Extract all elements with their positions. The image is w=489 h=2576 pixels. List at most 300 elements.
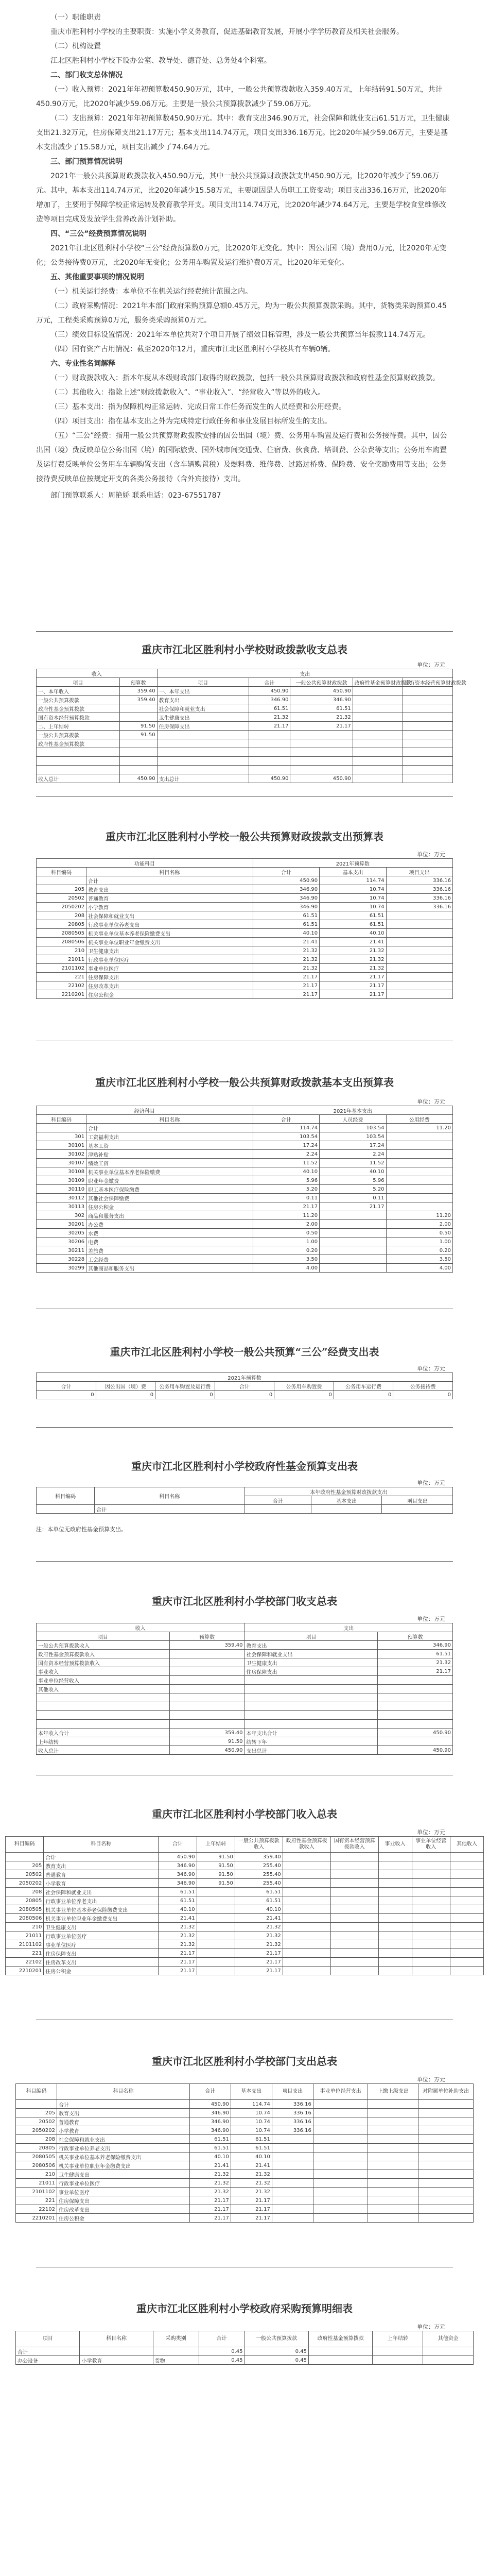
table-cell — [450, 1905, 483, 1914]
table-cell — [412, 1958, 450, 1967]
table-cell: 61.51 — [235, 1896, 283, 1905]
header-cell: 一般公共预算财政拨款 — [290, 678, 353, 687]
table-cell — [244, 1693, 378, 1702]
table-cell: 10.74 — [320, 885, 386, 894]
table-cell: 208 — [16, 2135, 57, 2144]
table-row — [37, 1124, 453, 1132]
table-cell: 4.00 — [386, 1264, 452, 1273]
table-cell — [353, 766, 403, 774]
table-cell: 津贴补贴 — [86, 1150, 253, 1159]
table-row — [16, 2179, 474, 2188]
table2-title: 重庆市江北区胜利村小学校一般公共预算财政拨款支出预算表 — [106, 831, 383, 843]
table-cell: 22102 — [37, 981, 86, 990]
table-row — [16, 2188, 474, 2196]
header-cell: 因公出国（境）费 — [96, 1382, 155, 1391]
table-cell: 336.16 — [386, 876, 452, 885]
table-cell: 336.16 — [386, 903, 452, 911]
table-cell: 2080506 — [37, 938, 86, 946]
table-cell: 21.32 — [253, 946, 319, 955]
table-row — [16, 2356, 474, 2365]
header-cell: 合计 — [199, 2331, 244, 2347]
table-cell — [378, 1896, 412, 1905]
table-cell: 合计 — [44, 1853, 159, 1861]
table-cell — [313, 2109, 368, 2117]
table-cell: 商品和服务支出 — [86, 1211, 253, 1220]
table-cell: 职业年金缴费 — [86, 1176, 253, 1185]
table4 — [36, 1372, 453, 1399]
table-cell: 基本工资 — [86, 1141, 253, 1150]
table-cell: 30110 — [37, 1185, 86, 1194]
table-cell — [418, 2117, 474, 2126]
table-cell — [330, 1940, 378, 1949]
table-cell: 61.51 — [189, 2135, 231, 2144]
table-cell — [386, 973, 452, 981]
table-cell: 61.51 — [249, 704, 290, 713]
table-cell: 61.51 — [159, 1896, 197, 1905]
paragraph: （二）支出预算：2021年年初预算数450.90万元。其中：教育支出346.90万元，社会保障和就业支出61.51万元，卫生健康支出21.32万元，住房保障支出21.17万元；基本支出114.74万元，项目支出336.16万元。比2020年减少59.06万元，主要是基本支出减少了15.58万元，项目支出减少了74.64万元。 — [36, 114, 450, 151]
table-cell: 40.10 — [320, 1167, 386, 1176]
header-cell: 合计 — [253, 1115, 319, 1124]
table-cell — [386, 964, 452, 973]
table-cell — [153, 2347, 199, 2356]
table-cell — [119, 704, 157, 713]
table-cell — [368, 2126, 418, 2135]
table-cell — [418, 2109, 474, 2117]
table-cell: 21.41 — [253, 938, 319, 946]
table-cell — [283, 1958, 330, 1967]
paragraph: 重庆市胜利村小学校的主要职责：实施小学义务教育，促进基础教育发展，开展小学学历教育及相关社会服务。 — [50, 28, 404, 36]
table-row — [6, 1967, 484, 1975]
table-cell: 10.74 — [231, 2109, 272, 2117]
table-cell: 336.16 — [386, 894, 452, 903]
table-cell: 事业收入 — [37, 1667, 170, 1676]
table-cell: 行政事业单位医疗 — [57, 2179, 190, 2188]
header-cell: 政府性基金预算拨款 — [308, 2331, 372, 2347]
table-cell: 2080505 — [16, 2153, 57, 2161]
header-cell: 事业单位经营收入 — [412, 1837, 450, 1853]
table-cell — [450, 1967, 483, 1975]
table-row — [37, 748, 453, 757]
table-cell — [412, 1949, 450, 1958]
table-row — [37, 704, 453, 713]
header-cell: 科目编码 — [6, 1837, 44, 1853]
section-heading: 六、专业性名词解释 — [50, 360, 115, 368]
table-cell — [368, 2179, 418, 2188]
table-cell: 社会保障和就业支出 — [44, 1888, 159, 1896]
table-row — [16, 2153, 474, 2161]
header-cell: 上年结转 — [197, 1837, 235, 1853]
table-cell: 91.50 — [197, 1861, 235, 1870]
table-row — [37, 1737, 453, 1746]
table-row — [37, 687, 453, 696]
table-cell — [320, 1220, 386, 1229]
table-cell: 2210201 — [37, 990, 86, 999]
table-row — [37, 929, 453, 938]
table-cell — [412, 1888, 450, 1896]
table-cell — [320, 1229, 386, 1238]
table-cell — [272, 2170, 313, 2179]
table-cell — [423, 2356, 474, 2365]
table-cell: 346.90 — [249, 696, 290, 704]
table-cell — [386, 946, 452, 955]
table-cell — [412, 1853, 450, 1861]
table-cell: 一般公共预算拨款 — [37, 696, 120, 704]
table-cell: 346.90 — [189, 2109, 231, 2117]
table-cell: 40.10 — [231, 2153, 272, 2161]
table-row — [37, 903, 453, 911]
table-cell — [244, 1711, 378, 1720]
table-cell: 2.24 — [320, 1150, 386, 1159]
table-cell: 2101102 — [6, 1940, 44, 1949]
table-cell: 21.32 — [159, 1931, 197, 1940]
table-row — [6, 1861, 484, 1870]
table-cell: 住房保障支出 — [86, 973, 253, 981]
table-cell — [169, 1676, 244, 1685]
table-row — [37, 1650, 453, 1658]
table-cell — [313, 2196, 368, 2205]
header-cell: 本年政府性基金预算财政拨款支出 — [244, 1487, 453, 1496]
table-row — [16, 2126, 474, 2135]
table-cell: 一般公共预算拨款收入 — [37, 1641, 170, 1650]
header-cell: 科目名称 — [95, 1487, 244, 1505]
table-row — [37, 1211, 453, 1220]
table-cell: 行政事业单位医疗 — [86, 955, 253, 964]
table-cell — [378, 1949, 412, 1958]
table-cell — [450, 1861, 483, 1870]
table-cell — [330, 1949, 378, 1958]
table-row — [37, 1720, 453, 1728]
table-cell: 21.17 — [320, 990, 386, 999]
paragraph: （三）绩效目标设置情况：2021年本单位共对7个项目开展了绩效目标管理，涉及一般公共预算当年拨款114.74万元。 — [50, 331, 430, 339]
table-row — [37, 1693, 453, 1702]
table-cell — [119, 757, 157, 766]
header-cell: 项目 — [16, 2331, 80, 2347]
table-cell: 359.40 — [169, 1641, 244, 1650]
table-cell: 20805 — [37, 920, 86, 929]
table-cell — [386, 955, 452, 964]
subsection-heading: （一）职能职责 — [50, 13, 101, 22]
table-cell: 住房保障支出 — [244, 1667, 378, 1676]
header-cell: 项目 — [37, 1632, 170, 1641]
table-cell: 91.50 — [197, 1870, 235, 1879]
table-cell — [353, 757, 403, 766]
table-cell: 11.20 — [253, 1211, 319, 1220]
table-cell: 合计 — [95, 1505, 244, 1514]
table-cell — [386, 911, 452, 920]
table-cell — [403, 722, 452, 731]
table-row — [37, 1176, 453, 1185]
table-cell: 11.20 — [386, 1124, 452, 1132]
table-row — [37, 973, 453, 981]
table-cell — [378, 1676, 453, 1685]
paragraph: 江北区胜利村小学校下设办公室、教导处、德育处、总务处4个科室。 — [50, 57, 271, 65]
table-cell: 114.74 — [253, 1124, 319, 1132]
table-cell — [197, 1896, 235, 1905]
table-cell — [313, 2126, 368, 2135]
table-cell — [244, 1702, 378, 1711]
table5-note: 注：本单位无政府性基金预算支出。 — [36, 1526, 127, 1533]
table-cell: 政府性基金预算拨款收入 — [37, 1650, 170, 1658]
table-cell: 61.51 — [235, 1888, 283, 1896]
table-cell — [353, 704, 403, 713]
section-heading: 二、部门收支总体情况 — [50, 71, 123, 79]
table1 — [36, 669, 466, 783]
table-cell — [169, 1711, 244, 1720]
table-cell: 346.90 — [290, 696, 353, 704]
header-cell: 其他收入 — [450, 1837, 483, 1853]
table-cell: 359.40 — [119, 696, 157, 704]
table-cell — [418, 2135, 474, 2144]
table-cell: 21.32 — [320, 946, 386, 955]
table-cell — [403, 739, 452, 748]
header-cell: 公务用车运行费 — [334, 1382, 393, 1391]
table-cell — [403, 757, 452, 766]
table-cell: 346.90 — [189, 2117, 231, 2126]
table-cell — [353, 774, 403, 783]
header-cell: 收入 — [37, 669, 158, 678]
header-cell: 支出 — [244, 1623, 453, 1632]
table-cell — [283, 1940, 330, 1949]
table6-title: 重庆市江北区胜利村小学校部门收支总表 — [152, 1595, 337, 1607]
table-cell: 359.40 — [169, 1728, 244, 1737]
table-cell: 办公设备 — [16, 2356, 80, 2365]
table-cell — [6, 1853, 44, 1861]
table-cell: 30211 — [37, 1246, 86, 1255]
table-cell: 住房改革支出 — [86, 981, 253, 990]
table-cell: 0 — [393, 1391, 453, 1399]
header-cell: 对附属单位补助支出 — [418, 2084, 474, 2100]
table-cell: 21011 — [6, 1931, 44, 1940]
table-cell: 221 — [37, 973, 86, 981]
table-cell: 21.17 — [253, 1202, 319, 1211]
table-cell: 2050202 — [6, 1879, 44, 1888]
table-cell: 21.41 — [159, 1914, 197, 1923]
table-cell: 一、本年支出 — [157, 687, 249, 696]
table-cell: 住房保障支出 — [157, 722, 249, 731]
header-cell: 科目编码 — [37, 868, 86, 876]
table-cell — [386, 981, 452, 990]
table-cell — [272, 2153, 313, 2161]
table-cell — [386, 929, 452, 938]
table-cell: 21.32 — [290, 713, 353, 722]
table-row — [37, 1185, 453, 1194]
table-cell: 20805 — [16, 2144, 57, 2153]
table-cell — [378, 1720, 453, 1728]
table-cell — [313, 2153, 368, 2161]
table2 — [36, 858, 453, 999]
table-cell: 21.32 — [235, 1940, 283, 1949]
table-cell: 30299 — [37, 1264, 86, 1273]
table-cell — [450, 1931, 483, 1940]
table-cell — [403, 704, 452, 713]
table-cell: 208 — [6, 1888, 44, 1896]
table-cell: 2080505 — [37, 929, 86, 938]
table-cell: 0.11 — [320, 1194, 386, 1202]
table-cell — [386, 920, 452, 929]
table-cell: 机关事业单位基本养老保险缴费支出 — [57, 2153, 190, 2161]
table-row — [37, 722, 453, 731]
table-cell: 收入总计 — [37, 774, 120, 783]
table-cell: 工资福利支出 — [86, 1132, 253, 1141]
paragraph: （一）机关运行经费：本单位不在机关运行经费统计范围之内。 — [50, 287, 252, 296]
table-cell: 210 — [16, 2170, 57, 2179]
header-cell: 2021年预算数 — [253, 859, 452, 868]
table-row — [37, 713, 453, 722]
header-cell: 国有资本经营预算拨款收入 — [330, 1837, 378, 1853]
table-cell: 21.41 — [235, 1914, 283, 1923]
table-cell: 小学教育 — [44, 1879, 159, 1888]
table-cell: 21.17 — [378, 1667, 453, 1676]
table-cell — [403, 748, 452, 757]
table-cell: 21.32 — [231, 2179, 272, 2188]
table-cell: 0 — [215, 1391, 274, 1399]
table-cell: 61.51 — [253, 920, 319, 929]
table-cell — [37, 1505, 95, 1514]
table-row — [6, 1888, 484, 1896]
table-row — [37, 766, 453, 774]
table-cell: 其他收入 — [37, 1685, 170, 1693]
table-row — [16, 2100, 474, 2109]
table-cell: 205 — [16, 2109, 57, 2117]
header-cell: 合计 — [244, 1496, 311, 1505]
table-cell — [157, 748, 249, 757]
table-cell — [330, 1861, 378, 1870]
table-cell: 21.17 — [249, 722, 290, 731]
table-cell — [249, 748, 290, 757]
table-cell: 职工基本医疗保险缴费 — [86, 1185, 253, 1194]
table-cell — [244, 1720, 378, 1728]
table-cell: 21.32 — [253, 964, 319, 973]
table-cell: 5.96 — [320, 1176, 386, 1185]
table-cell — [157, 739, 249, 748]
table-cell: 103.54 — [320, 1124, 386, 1132]
table-cell — [37, 1720, 170, 1728]
table-row — [37, 1159, 453, 1167]
table-cell — [378, 1967, 412, 1975]
table-cell — [37, 757, 120, 766]
table2-unit: 单位：万元 — [417, 851, 445, 858]
table-cell — [373, 2347, 423, 2356]
table-row — [37, 911, 453, 920]
table-cell: 21.32 — [189, 2170, 231, 2179]
table-cell — [283, 1896, 330, 1905]
header-cell: 支出 — [157, 669, 452, 678]
table-cell: 0.20 — [253, 1246, 319, 1255]
table-cell: 卫生健康支出 — [86, 946, 253, 955]
table-cell: 0 — [274, 1391, 334, 1399]
table-cell: 其他社会保障缴费 — [86, 1194, 253, 1202]
table-cell — [368, 2144, 418, 2153]
table-cell — [169, 1667, 244, 1676]
table-row — [37, 1505, 453, 1514]
table-cell: 255.40 — [235, 1870, 283, 1879]
table-cell: 支出总计 — [157, 774, 249, 783]
table-row — [37, 1246, 453, 1255]
table-cell: 21011 — [37, 955, 86, 964]
header-cell: 项目支出 — [386, 868, 452, 876]
table-row — [6, 1931, 484, 1940]
table-cell — [249, 739, 290, 748]
table-cell: 22102 — [6, 1958, 44, 1967]
table-cell — [378, 1870, 412, 1879]
table-cell: 30109 — [37, 1176, 86, 1185]
table-cell: 社会保障和就业支出 — [57, 2135, 190, 2144]
table-cell: 政府性基金预算拨款 — [37, 739, 120, 748]
table-cell — [382, 1505, 453, 1514]
header-cell: 公务接待费 — [393, 1382, 453, 1391]
header-cell: 项目 — [157, 678, 249, 687]
table-cell — [330, 1931, 378, 1940]
table-cell — [418, 2188, 474, 2196]
table-cell — [330, 1914, 378, 1923]
table-cell — [412, 1879, 450, 1888]
table-cell — [403, 731, 452, 739]
table-cell — [313, 2188, 368, 2196]
table-cell: 机关事业单位职业年金缴费支出 — [44, 1914, 159, 1923]
table-cell: 21.17 — [189, 2196, 231, 2205]
table-cell: 21.17 — [235, 1967, 283, 1975]
table-cell: 20502 — [6, 1870, 44, 1879]
table-row — [16, 2205, 474, 2214]
table-cell — [450, 1888, 483, 1896]
table4-unit: 单位：万元 — [417, 1365, 445, 1372]
table-cell: 61.51 — [231, 2144, 272, 2153]
table-cell: 91.50 — [197, 1879, 235, 1888]
table-row — [6, 1914, 484, 1923]
table-row — [37, 1194, 453, 1202]
table-cell — [450, 1896, 483, 1905]
table-cell — [330, 1958, 378, 1967]
table-row — [37, 696, 453, 704]
table-cell: 2101102 — [16, 2188, 57, 2196]
table8 — [15, 2083, 474, 2223]
table-cell — [353, 739, 403, 748]
table-cell: 工会经费 — [86, 1255, 253, 1264]
table-cell: 0 — [37, 1391, 96, 1399]
table-cell: 61.51 — [253, 911, 319, 920]
table-cell — [412, 1905, 450, 1914]
table-cell — [197, 1931, 235, 1940]
table-cell: 21.17 — [231, 2205, 272, 2214]
table-cell — [368, 2170, 418, 2179]
table-row — [37, 1141, 453, 1150]
table-cell — [450, 1879, 483, 1888]
table-cell — [272, 2144, 313, 2153]
table-cell: 2.24 — [253, 1150, 319, 1159]
table-cell — [272, 2161, 313, 2170]
table-cell: 合计 — [57, 2100, 190, 2109]
header-cell: 项目 — [37, 678, 120, 687]
table-cell: 住房公积金 — [86, 1202, 253, 1211]
table-cell: 30205 — [37, 1229, 86, 1238]
header-cell: 科目名称 — [86, 1115, 253, 1124]
table-cell: 住房改革支出 — [44, 1958, 159, 1967]
table-cell: 4.00 — [253, 1264, 319, 1273]
table-cell: 5.20 — [253, 1185, 319, 1194]
table-row — [37, 1702, 453, 1711]
table-cell: 450.90 — [159, 1853, 197, 1861]
table-cell — [290, 748, 353, 757]
table-cell: 0 — [155, 1391, 215, 1399]
paragraph: （四）国有资产占用情况：截至2020年12月，重庆市江北区胜利村小学校共有车辆0辆。 — [50, 345, 335, 353]
table-cell: 21.17 — [189, 2205, 231, 2214]
header-cell: 科目编码 — [37, 1115, 86, 1124]
table-cell: 30201 — [37, 1220, 86, 1229]
table9-title: 重庆市江北区胜利村小学校政府采购预算明细表 — [136, 2302, 353, 2315]
header-cell: 采购类别 — [153, 2331, 199, 2347]
table-row — [16, 2170, 474, 2179]
table-cell: 450.90 — [290, 774, 353, 783]
